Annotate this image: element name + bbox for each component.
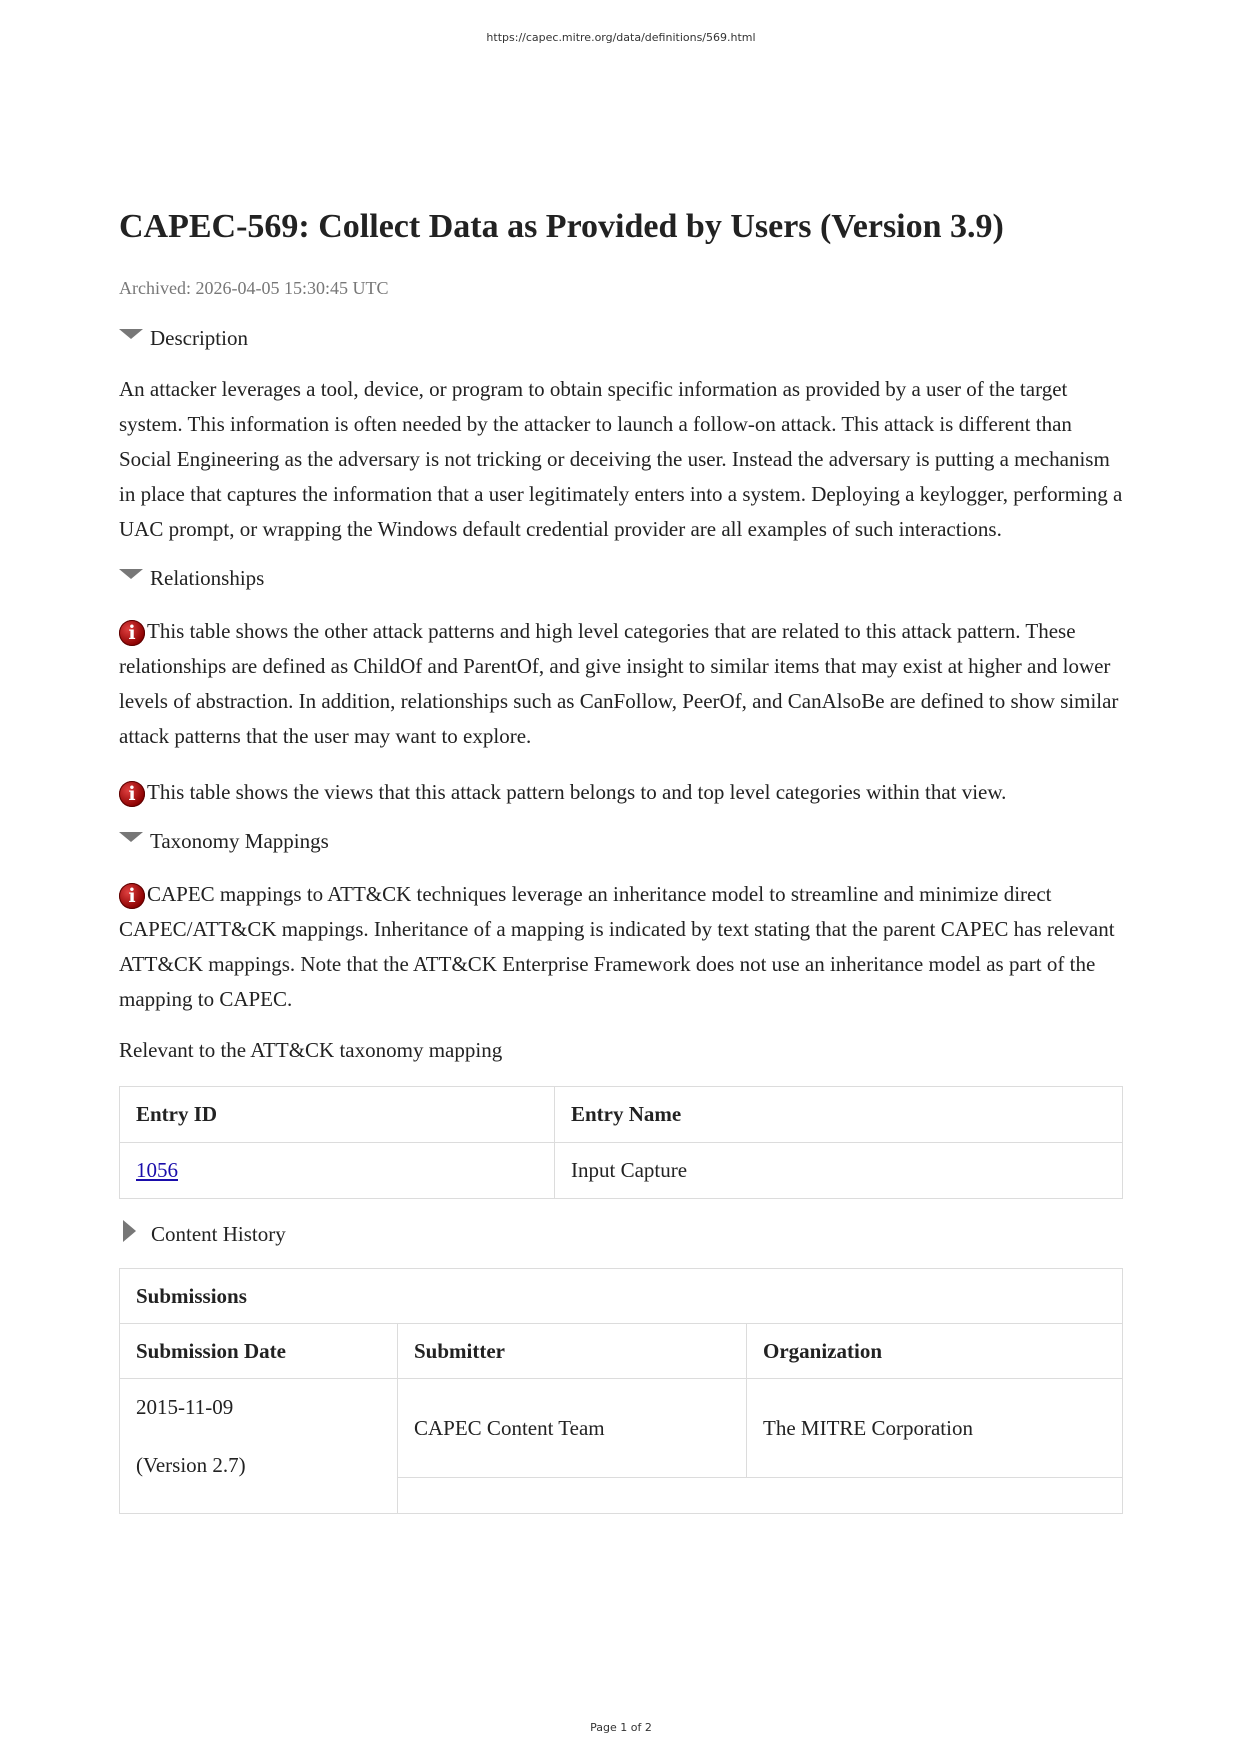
archived-timestamp: Archived: 2026-04-05 15:30:45 UTC — [119, 278, 389, 298]
taxonomy-note-text: CAPEC mappings to ATT&CK techniques leverage an inheritance model to streamline and minimize direct CAPEC/ATT&CK mappings. Inheritance of a mapping is indicated by text stating that the parent CAPEC has relevant ATT&CK mappings. Note that the ATT&CK Enterprise Framework does not use an inheritance model as part of the mapping to CAPEC. — [119, 882, 1115, 1011]
section-heading-taxonomy: Taxonomy Mappings — [150, 829, 329, 853]
section-header-description[interactable] — [119, 324, 1123, 352]
section-header-taxonomy[interactable] — [119, 827, 1123, 855]
info-icon[interactable]: i — [119, 883, 145, 909]
submissions-title: Submissions — [120, 1269, 1123, 1324]
relationships-note-2-text: This table shows the views that this attack pattern belongs to and top level categories within that view. — [147, 780, 1007, 804]
section-heading-description: Description — [150, 326, 248, 350]
section-header-content-history[interactable] — [119, 1220, 1123, 1248]
description-text: An attacker leverages a tool, device, or program to obtain specific information as provided by a user of the target system. This information is often needed by the attacker to launch a follow-on attack. This attack is different than Social Engineering as the adversary is not tricking or deceiving the user. Instead the adversary is putting a mechanism in place that captures the information that a user legitimately enters into a system. Deploying a keylogger, performing a UAC prompt, or wrapping the Windows default credential provider are all examples of such interactions. — [119, 377, 1123, 541]
column-header-submitter: Submitter — [398, 1324, 747, 1379]
column-header-submission-date: Submission Date — [120, 1324, 398, 1379]
empty-cell — [398, 1478, 1123, 1514]
triangle-right-icon — [123, 1220, 136, 1242]
section-heading-relationships: Relationships — [150, 566, 265, 590]
submissions-table — [119, 1268, 1123, 1514]
page-content — [119, 205, 1123, 1514]
taxonomy-note — [119, 877, 1123, 1017]
submission-date: 2015-11-09 — [136, 1395, 234, 1419]
column-header-organization: Organization — [747, 1324, 1123, 1379]
section-header-relationships[interactable] — [119, 564, 1123, 592]
taxonomy-subheading: Relevant to the ATT&CK taxonomy mapping — [119, 1038, 503, 1062]
triangle-down-icon — [119, 329, 143, 339]
relationships-note-2 — [119, 775, 1123, 810]
table-row — [120, 1379, 1123, 1478]
table-header-row — [120, 1087, 1123, 1143]
print-footer-page-number: Page 1 of 2 — [590, 1721, 652, 1734]
section-heading-content-history: Content History — [151, 1222, 286, 1246]
info-icon[interactable]: i — [119, 781, 145, 807]
table-title-row — [120, 1269, 1123, 1324]
entry-name-cell: Input Capture — [555, 1143, 1123, 1199]
triangle-down-icon — [119, 832, 143, 842]
relationships-note-1 — [119, 614, 1123, 754]
column-header-entry-name: Entry Name — [555, 1087, 1123, 1143]
submission-date-cell — [120, 1379, 398, 1514]
submitter-cell: CAPEC Content Team — [398, 1379, 747, 1478]
page-title: CAPEC-569: Collect Data as Provided by Users (Version 3.9) — [119, 208, 1004, 245]
entry-id-link[interactable]: 1056 — [136, 1158, 178, 1182]
table-header-row — [120, 1324, 1123, 1379]
info-icon[interactable]: i — [119, 620, 145, 646]
triangle-down-icon — [119, 569, 143, 579]
print-header-url: https://capec.mitre.org/data/definitions/569.html — [486, 31, 756, 44]
relationships-note-1-text: This table shows the other attack patterns and high level categories that are related to this attack pattern. These relationships are defined as ChildOf and ParentOf, and give insight to similar items that may exist at higher and lower levels of abstraction. In addition, relationships such as CanFollow, PeerOf, and CanAlsoBe are defined to show similar attack patterns that the user may want to explore. — [119, 619, 1119, 748]
table-row — [120, 1143, 1123, 1199]
entry-id-cell — [120, 1143, 555, 1199]
submission-version: (Version 2.7) — [136, 1453, 246, 1477]
taxonomy-table — [119, 1086, 1123, 1199]
organization-cell: The MITRE Corporation — [747, 1379, 1123, 1478]
column-header-entry-id: Entry ID — [120, 1087, 555, 1143]
